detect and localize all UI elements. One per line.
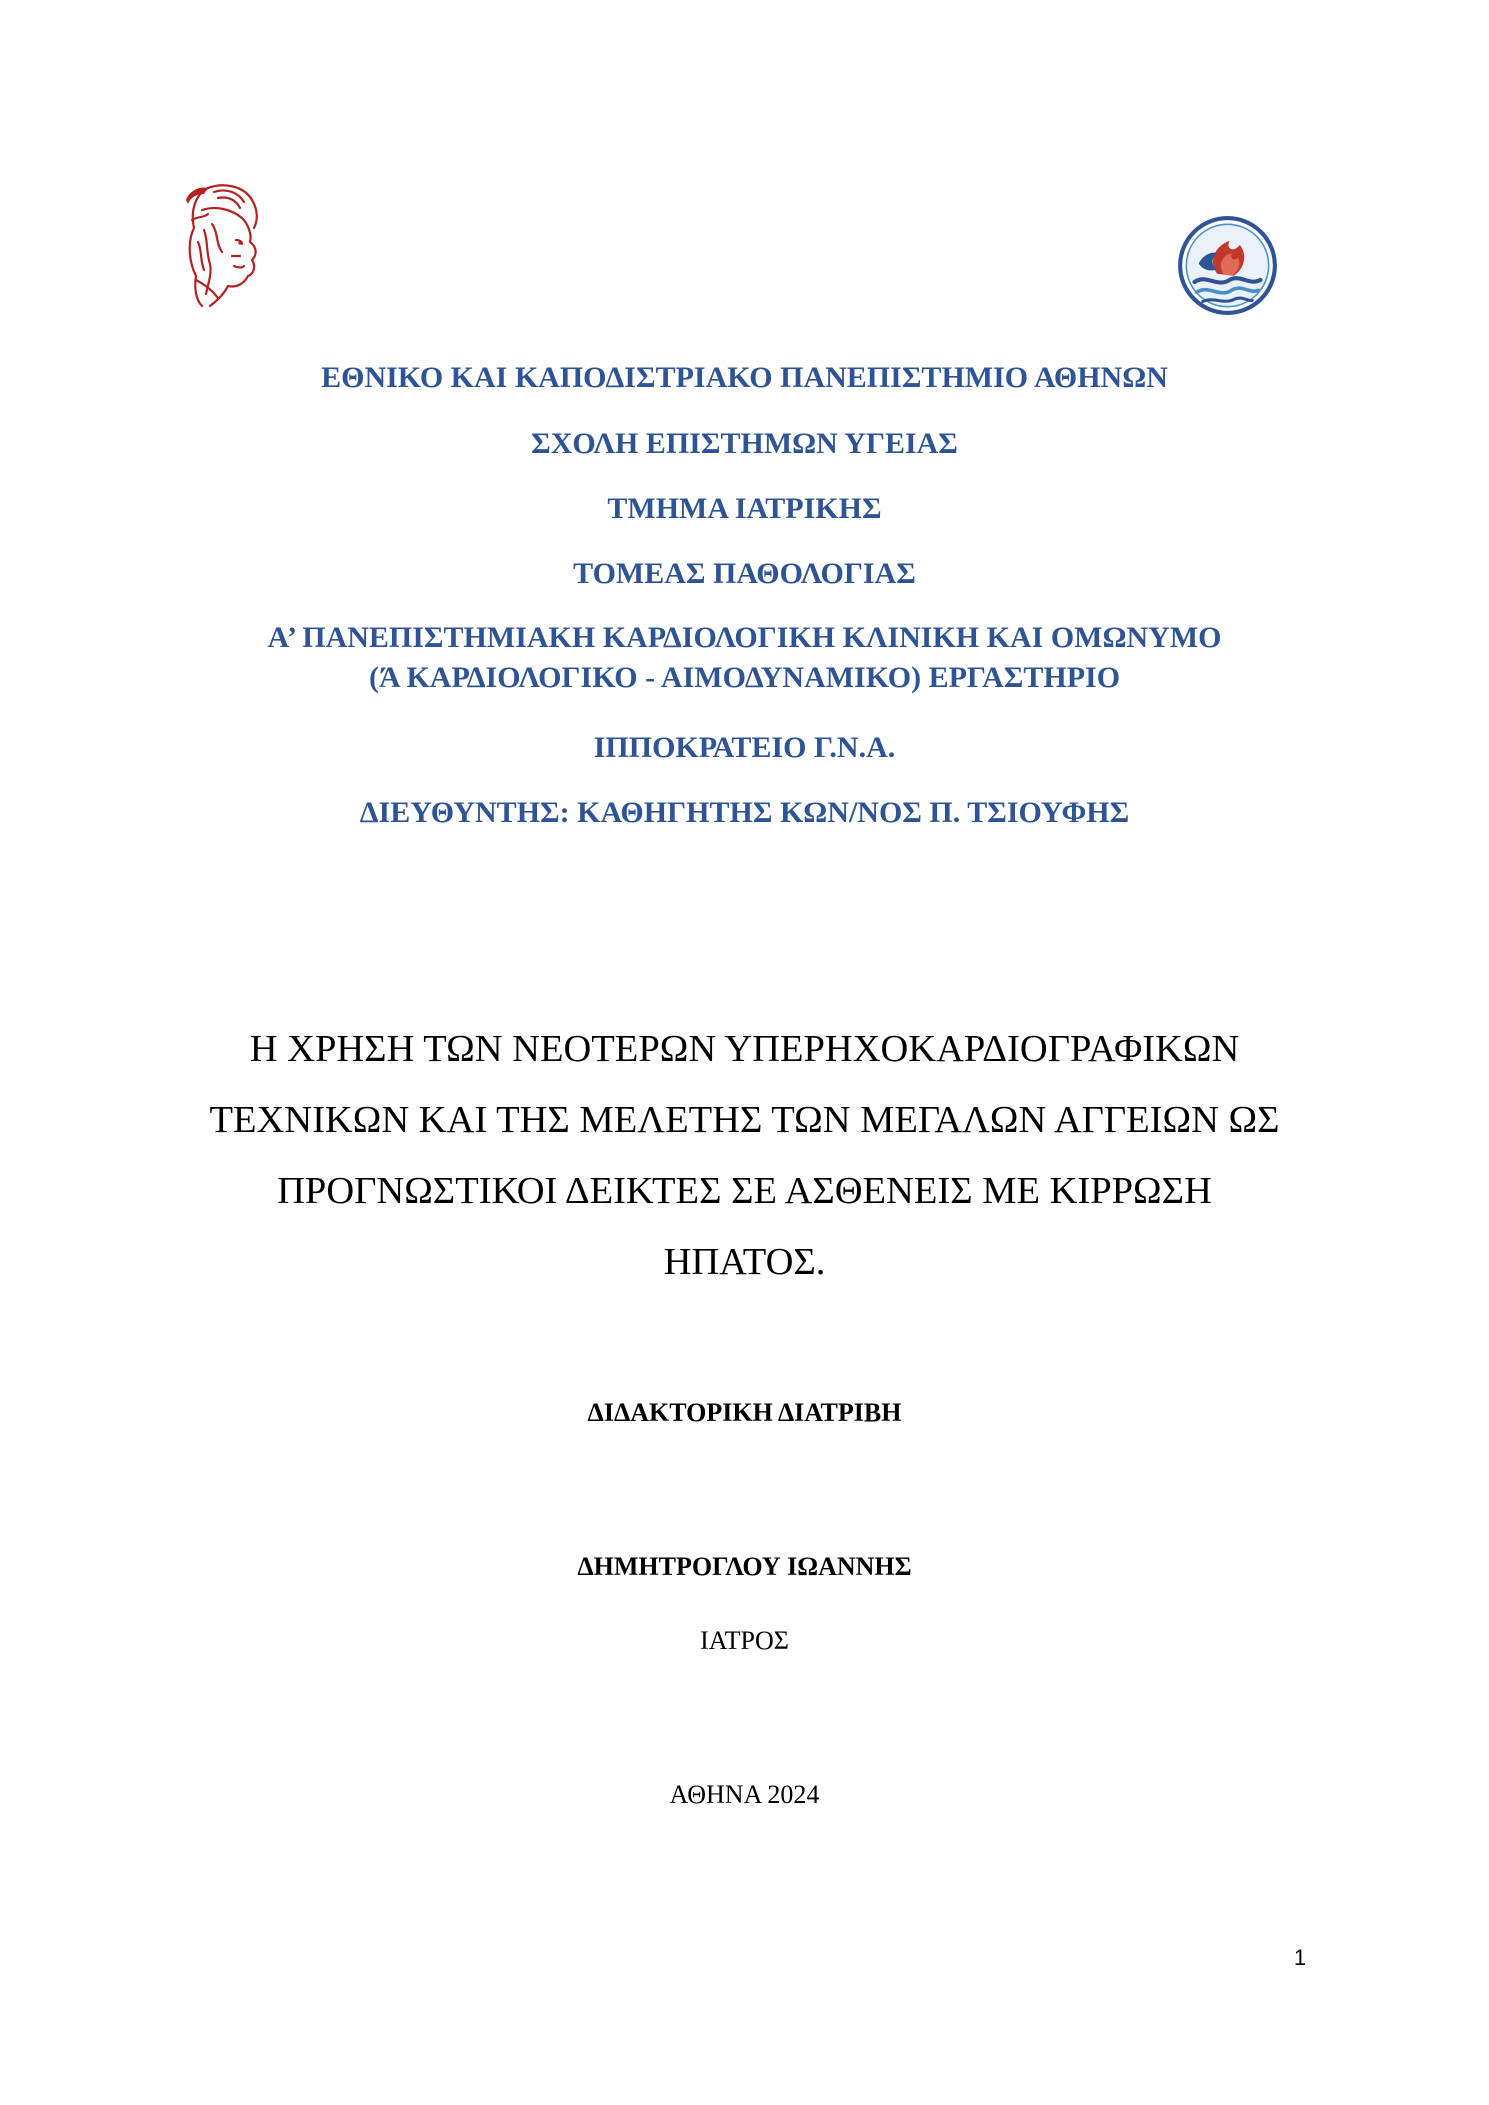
author-role: ΙΑΤΡΟΣ [700, 1626, 789, 1655]
author-name: ΔΗΜΗΤΡΟΓΛΟΥ ΙΩΑΝΝΗΣ [577, 1552, 912, 1581]
place-date: ΑΘΗΝΑ 2024 [669, 1780, 820, 1809]
clinic-name [0, 618, 1489, 698]
flame-wave-emblem-logo [1176, 214, 1279, 317]
school-name: ΣΧΟΛΗ ΕΠΙΣΤΗΜΩΝ ΥΓΕΙΑΣ [531, 427, 958, 460]
institution-name: ΕΘΝΙΚΟ ΚΑΙ ΚΑΠΟΔΙΣΤΡΙΑΚΟ ΠΑΝΕΠΙΣΤΗΜΙΟ ΑΘΗΝΩΝ [321, 361, 1168, 394]
thesis-title [160, 1014, 1329, 1298]
thesis-title-line-3: ΠΡΟΓΝΩΣΤΙΚΟΙ ΔΕΙΚΤΕΣ ΣΕ ΑΣΘΕΝΕΙΣ ΜΕ ΚΙΡΡΩΣΗ [277, 1170, 1212, 1212]
thesis-title-line-4: ΗΠΑΤΟΣ. [663, 1241, 826, 1283]
hospital-name: ΙΠΠΟΚΡΑΤΕΙΟ Γ.Ν.Α. [593, 731, 896, 764]
thesis-title-line-2: ΤΕΧΝΙΚΩΝ ΚΑΙ ΤΗΣ ΜΕΛΕΤΗΣ ΤΩΝ ΜΕΓΑΛΩΝ ΑΓΓΕΙΩΝ ΩΣ [209, 1099, 1280, 1141]
athena-head-logo [178, 180, 273, 310]
department-name: ΤΜΗΜΑ ΙΑΤΡΙΚΗΣ [607, 492, 882, 525]
page-number: 1 [1293, 1945, 1307, 1970]
thesis-title-line-1: Η ΧΡΗΣΗ ΤΩΝ ΝΕΟΤΕΡΩΝ ΥΠΕΡΗΧΟΚΑΡΔΙΟΓΡΑΦΙΚΩΝ [249, 1028, 1240, 1070]
sector-name: ΤΟΜΕΑΣ ΠΑΘΟΛΟΓΙΑΣ [573, 557, 916, 590]
clinic-name-line-1: Α’ ΠΑΝΕΠΙΣΤΗΜΙΑΚΗ ΚΑΡΔΙΟΛΟΓΙΚΗ ΚΛΙΝΙΚΗ ΚΑΙ ΟΜΩΝΥΜΟ [267, 621, 1222, 654]
clinic-name-line-2: (Ά ΚΑΡΔΙΟΛΟΓΙΚΟ - ΑΙΜΟΔΥΝΑΜΙΚΟ) ΕΡΓΑΣΤΗΡΙΟ [368, 661, 1121, 694]
director-line: ΔΙΕΥΘΥΝΤΗΣ: ΚΑΘΗΓΗΤΗΣ ΚΩΝ/ΝΟΣ Π. ΤΣΙΟΥΦΗΣ [359, 796, 1130, 829]
thesis-type: ΔΙΔΑΚΤΟΡΙΚΗ ΔΙΑΤΡΙΒΗ [587, 1398, 902, 1427]
